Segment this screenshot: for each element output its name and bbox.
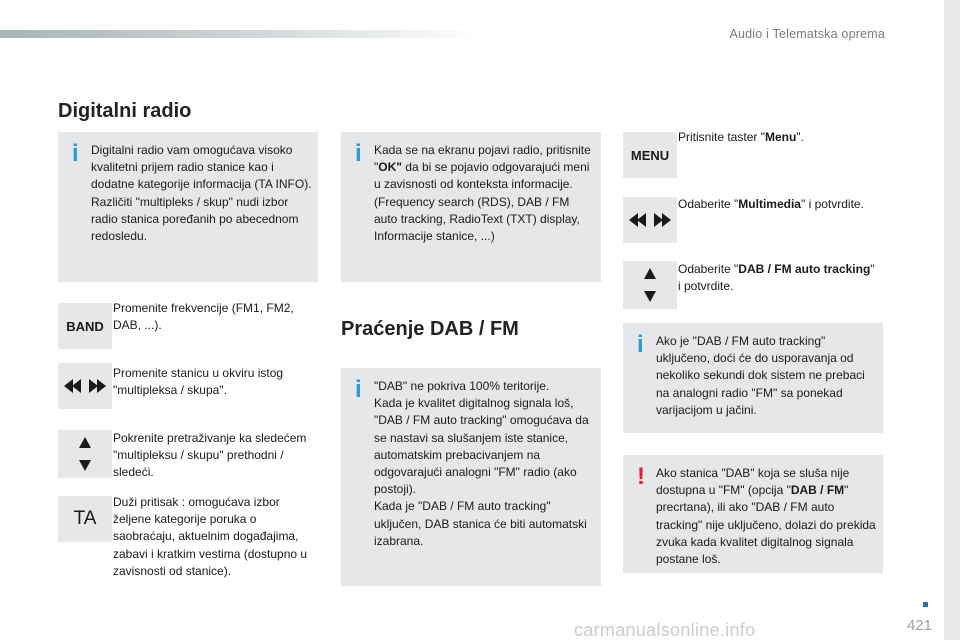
info-text: "DAB" ne pokriva 100% teritorije. Kada je kvalitet digitalnog signala loš, "DAB / FM auto tracking" omogućava da se nastavi sa slušanjem iste stanice, automatskim prebacivanjem na odgovarajući analogni "FM" radio (ako postoji). Kada je "DAB / FM auto tracking" uključen, DAB stanica će biti automatski izabrana.	[374, 379, 589, 548]
ta-button-label: TA	[73, 508, 97, 529]
page-marker	[923, 602, 928, 607]
ta-description: Duži pritisak : omogućava izbor željene kategorije poruka o saobraćaju, aktuelnim događajima, zabavi i kratkim vestima (dostupno u zavisnosti od stanice).	[113, 495, 308, 578]
section-title: Audio i Telematska oprema	[729, 27, 885, 41]
info-text: Ako je "DAB / FM auto tracking" uključeno, doći će do usporavanja od nekoliko sekundi dok sistem ne prebaci na analogni radio "FM" sa ponekad varijacijom u jačini.	[656, 334, 865, 417]
info-text: Digitalni radio vam omogućava visoko kvalitetni prijem radio stanice kao i dodatne kategorije informacija (TA INFO). Različiti "multipleks / skup" nudi izbor radio stanica poređanih po abecednom redosledu.	[91, 143, 312, 244]
dab-description: Odaberite "DAB / FM auto tracking" i potvrdite.	[678, 262, 875, 294]
info-icon: i	[355, 140, 362, 167]
page-title: Digitalni radio	[58, 100, 192, 122]
seek-left-right-icon	[63, 377, 107, 395]
band-description: Promenite frekvencije (FM1, FM2, DAB, ...).	[113, 301, 294, 333]
info-box-dab-coverage	[341, 368, 601, 586]
section-heading-dab-fm: Praćenje DAB / FM	[341, 318, 519, 340]
info-box-digital-radio	[58, 132, 318, 282]
seek-left-right-icon	[628, 211, 672, 229]
warning-icon: !	[637, 463, 645, 490]
seek-buttons[interactable]	[58, 363, 112, 409]
info-icon: i	[72, 140, 79, 167]
page-number: 421	[906, 617, 932, 634]
up-down-arrows-icon	[643, 267, 657, 303]
info-icon: i	[355, 376, 362, 403]
dab-select-up-down-buttons[interactable]	[623, 261, 677, 309]
band-button[interactable]	[58, 303, 112, 349]
watermark-text: carmanualsonline.info	[574, 620, 756, 640]
multimedia-description: Odaberite "Multimedia" i potvrdite.	[678, 197, 864, 211]
info-box-dab-delay	[623, 323, 883, 433]
info-text: Kada se na ekranu pojavi radio, pritisnite "OK" da bi se pojavio odgovarajući meni u zavisnosti od konteksta informacije. (Frequency search (RDS), DAB / FM auto tracking, RadioText (TXT) display, Informacije stanice, ...)	[374, 143, 591, 244]
multimedia-select-buttons[interactable]	[623, 197, 677, 243]
info-icon: i	[637, 331, 644, 358]
menu-button[interactable]	[623, 132, 677, 178]
band-button-label: BAND	[66, 318, 104, 334]
info-box-ok-menu	[341, 132, 601, 282]
menu-description: Pritisnite taster "Menu".	[678, 130, 804, 144]
page-edge-strip	[944, 0, 960, 640]
up-down-arrows-icon	[78, 436, 92, 472]
search-up-down-buttons[interactable]	[58, 430, 112, 478]
seek-description: Promenite stanicu u okviru istog "multipleksa / skupa".	[113, 366, 284, 398]
warning-text: Ako stanica "DAB" koja se sluša nije dostupna u "FM" (opcija "DAB / FM" precrtana), ili ako "DAB / FM auto tracking" nije uključeno, dolazi do prekida zvuka kada kvalitet digitalnog signala postane loš.	[656, 466, 876, 567]
header-gradient-bar	[0, 30, 480, 38]
menu-button-label: MENU	[630, 147, 670, 163]
warning-box-dab-fm	[623, 455, 883, 573]
search-description: Pokrenite pretraživanje ka sledećem "multipleksu / skupu" prethodni / sledeći.	[113, 431, 307, 480]
ta-button[interactable]	[58, 496, 112, 542]
